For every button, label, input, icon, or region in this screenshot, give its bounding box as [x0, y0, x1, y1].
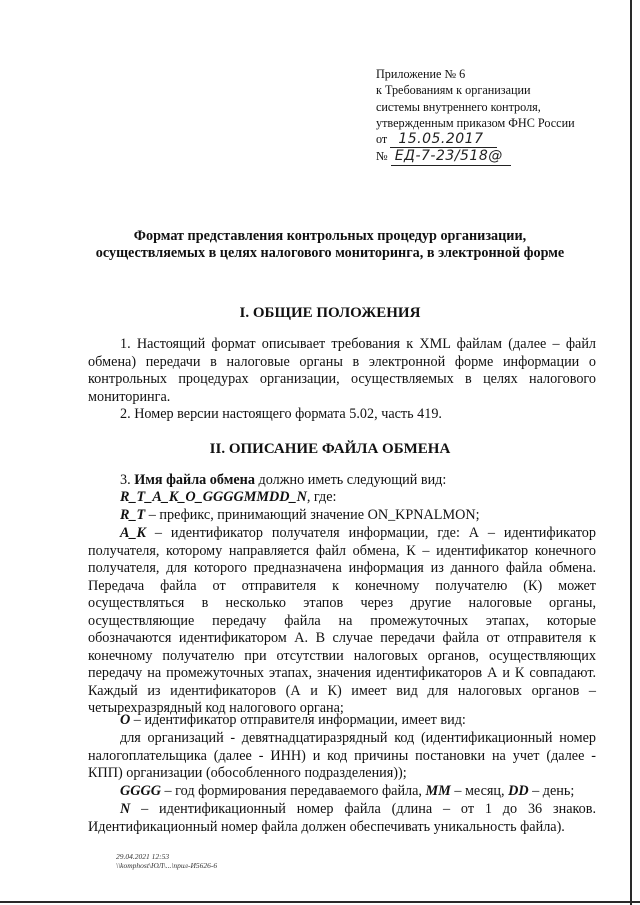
appendix-line-2: к Требованиям к организации	[376, 83, 531, 98]
pattern-rest: , где:	[306, 489, 337, 505]
p3-bold: Имя файла обмена	[134, 472, 255, 488]
appendix-number-line	[376, 148, 575, 165]
o-text: – идентификатор отправителя информации, имеет вид:	[130, 712, 466, 728]
section-2-heading: II. ОПИСАНИЕ ФАЙЛА ОБМЕНА	[209, 441, 451, 457]
paragraph-1: 1. Настоящий формат описывает требования к XML файлам (далее – файл обмена) передачи в налоговые органы в электронной форме информации о контрольных процедурах организации, осуществляемых в целях налогового мониторинга.	[88, 336, 596, 405]
appendix-line-1: Приложение № 6	[376, 67, 466, 81]
appendix-line-3: системы внутреннего контроля,	[376, 99, 541, 114]
handwritten-number: ЕД-7-23/518@	[391, 148, 511, 165]
o-definition	[88, 712, 596, 730]
ak-key: A_K	[120, 525, 147, 541]
rt-text: – префикс, принимающий значение ON_KPNALMON;	[145, 507, 480, 523]
dd-text: – день;	[528, 783, 575, 799]
appendix-block	[376, 66, 575, 166]
gggg-key: GGGG	[120, 783, 161, 799]
scan-edge-right	[630, 0, 632, 905]
o-key: O	[120, 712, 131, 728]
dd-key: DD	[508, 783, 529, 799]
gggg-text: – год формирования передаваемого файла,	[160, 783, 426, 799]
mm-text: – месяц,	[450, 783, 509, 799]
document-title	[60, 228, 600, 262]
date-label: от	[376, 132, 388, 147]
footer-timestamp: 29.04.2021 12:53	[116, 852, 170, 861]
appendix-date-line	[376, 131, 575, 148]
n-key: N	[120, 801, 131, 817]
ak-definition	[88, 525, 596, 718]
ak-text: – идентификатор получателя информации, где: А – идентификатор получателя, которому направляется файл обмена, К – идентификатор конечного получателя, для которого предназначена информация из данного файла обмена. Передача файла от отправителя к конечному получателю (К) может осуществляться в несколько этапов через другие налоговые органы, осуществляющие передачу файла на промежуточных этапах, которые обозначаются идентификатором А. В случае передачи файла от отправителя к конечному получателю при отсутствии налоговых органов, осуществляющих передачу на промежуточных этапах, значения идентификаторов А и К совпадают. Каждый из идентификаторов (А и К) имеет вид для налоговых органов – четырехразрядный код налогового органа;	[88, 525, 596, 716]
org-definition: для организаций - девятнадцатиразрядный код (идентификационный номер налогоплательщика (далее - ИНН) и код причины постановки на учет (далее - КПП) организации (обособленного подразделения));	[88, 730, 596, 781]
filename-pattern: R_T_A_K_O_GGGGMMDD_N	[120, 489, 307, 505]
rt-key: R_T	[120, 507, 146, 523]
footer-path: \\komphost\ЮЛ\...\прил-И5626-6	[116, 861, 218, 870]
date-parts-definition	[88, 783, 596, 801]
n-definition	[88, 801, 596, 836]
paragraph-2: 2. Номер версии настоящего формата 5.02, часть 419.	[120, 406, 442, 422]
filename-pattern-line	[88, 489, 596, 507]
title-line-1: Формат представления контрольных процедур организации,	[133, 228, 527, 244]
mm-key: MM	[425, 783, 451, 799]
scan-edge-bottom	[0, 901, 640, 903]
handwritten-date: 15.05.2017	[390, 131, 497, 148]
p3-prefix: 3.	[120, 472, 135, 488]
section-1-heading: I. ОБЩИЕ ПОЛОЖЕНИЯ	[239, 305, 421, 321]
title-line-2: осуществляемых в целях налогового мониторинга, в электронной форме	[95, 245, 565, 261]
print-footer	[116, 852, 217, 870]
paragraph-3	[88, 472, 596, 490]
n-text: – идентификационный номер файла (длина – от 1 до 36 знаков. Идентификационный номер файла должен обеспечивать уникальность файла).	[88, 801, 596, 835]
appendix-line-4: утвержденным приказом ФНС России	[376, 115, 575, 130]
number-label: №	[376, 149, 388, 164]
p3-rest: должно иметь следующий вид:	[254, 472, 447, 488]
rt-definition	[88, 507, 596, 525]
